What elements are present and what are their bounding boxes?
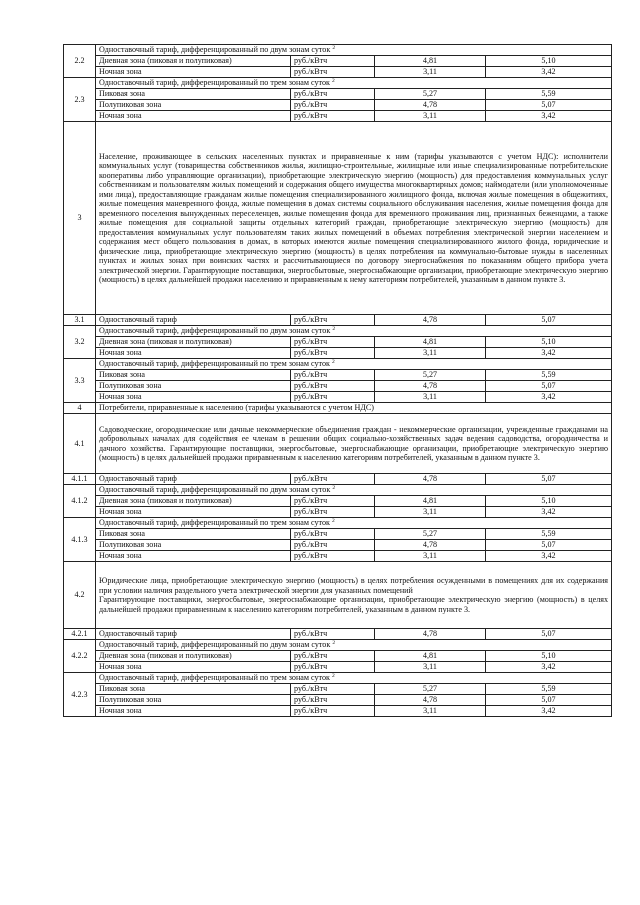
tariff-value-first-half: 5,27 — [375, 684, 486, 695]
unit-cell: руб./кВтч — [291, 100, 375, 111]
tariff-value-first-half: 3,11 — [375, 348, 486, 359]
item-number: 2.2 — [64, 45, 96, 78]
tariff-group-header-row — [64, 359, 612, 370]
tariff-zone-row — [64, 67, 612, 78]
tariff-zone-row — [64, 706, 612, 717]
tariff-single-row — [64, 629, 612, 640]
tariff-group-title — [96, 673, 612, 684]
tariff-value-second-half: 5,07 — [486, 381, 612, 392]
item-number: 4.2.1 — [64, 629, 96, 640]
unit-cell: руб./кВтч — [291, 706, 375, 717]
tariff-value-second-half: 5,59 — [486, 684, 612, 695]
unit-cell: руб./кВтч — [291, 629, 375, 640]
tariff-value-first-half: 3,11 — [375, 551, 486, 562]
tariff-value-first-half: 4,78 — [375, 540, 486, 551]
unit-cell: руб./кВтч — [291, 67, 375, 78]
tariff-value-second-half: 5,10 — [486, 56, 612, 67]
tariff-value-first-half: 3,11 — [375, 392, 486, 403]
tariff-group-header-row — [64, 326, 612, 337]
tariff-group-label: Одноставочный тариф, дифференцированный по трем зонам суток — [99, 78, 330, 88]
consumer-category-description: Садоводческие, огороднические или дачные некоммерческие объединения граждан - некоммерческие организации, учрежденные гражданами на добровольных началах для содействия ее членам в решении общих социально-хозяйственных задач ведения садоводства, огородничества и дачного хозяйства. Гарантирующие поставщики, энергосбытовые, энергоснабжающие организации, приобретающие электрическую энергию (мощность) в целях дальнейшей продажи приравненным к населению категориям потребителей, указанным в данном пункте 3. — [96, 414, 612, 474]
unit-cell: руб./кВтч — [291, 662, 375, 673]
unit-cell: руб./кВтч — [291, 474, 375, 485]
consumer-category-description: Население, проживающее в сельских населенных пунктах и приравненные к ним (тарифы указываются с учетом НДС): исполнители коммунальных услуг (товарищества собственников жилья, жилищно-строительные, жилищные или иные специализированные потребительские кооперативы либо управляющие организации), приобретающие электрическую энергию (мощность) для предоставления коммунальных услуг собственникам и пользователям жилых помещений и содержания общего имущества многоквартирных домов; наймодатели (или уполномоченные ими лица), предоставляющие гражданам жилые помещения специализированного жилищного фонда, включая жилые помещения в общежитиях, жилые помещения маневренного фонда, жилые помещения в домах системы социального обслуживания населения, жилые помещения фонда для временного поселения вынужденных переселенцев, жилые помещения фонда для временного проживания лиц, признанных беженцами, а также жилые помещения для социальной защиты отдельных категорий граждан, приобретающие электрическую энергию (мощность) для предоставления коммунальных услуг пользователям таких жилых помещений в объемах потребления электрической энергии населением и содержания мест общего пользования в домах, в которых имеются жилые помещения специализированного жилого фонда, юридические и физические лица, приобретающие электрическую энергию (мощность) в целях потребления на коммунально-бытовые нужды в населенных пунктах и жилых зонах при воинских частях и рассчитывающиеся по договору энергоснабжения по показаниям общего прибора учета электрической энергии. Гарантирующие поставщики, энергосбытовые, энергоснабжающие организации, приобретающие электрическую энергию (мощность) в целях дальнейшей продажи населению и приравненным к нему категориям потребителей, указанным в данном пункте 3. — [96, 122, 612, 315]
tariff-zone-row — [64, 529, 612, 540]
item-number: 3.2 — [64, 326, 96, 359]
unit-cell: руб./кВтч — [291, 111, 375, 122]
item-number: 3.3 — [64, 359, 96, 403]
footnote-marker: 2 — [332, 326, 336, 333]
tariff-zone-row — [64, 551, 612, 562]
unit-cell: руб./кВтч — [291, 370, 375, 381]
zone-label: Пиковая зона — [96, 89, 291, 100]
tariff-value-first-half: 3,11 — [375, 662, 486, 673]
tariff-group-title — [96, 518, 612, 529]
consumer-category-description: Юридические лица, приобретающие электрическую энергию (мощность) в целях потребления осужденными в помещениях для их содержания при условии наличия раздельного учета электрической энергии для указанных помещений Гарантирующие поставщики, энергосбытовые, энергоснабжающие организации, приобретающие электрическую энергию (мощность) в целях дальнейшей продажи приравненным к населению категориям потребителей, указанным в данном пункте 3. — [96, 562, 612, 629]
tariff-zone-row — [64, 662, 612, 673]
tariff-zone-row — [64, 370, 612, 381]
tariff-value-first-half: 5,27 — [375, 370, 486, 381]
tariff-group-title — [96, 78, 612, 89]
tariff-value-first-half: 4,78 — [375, 629, 486, 640]
tariff-value-second-half: 3,42 — [486, 662, 612, 673]
zone-label: Дневная зона (пиковая и полупиковая) — [96, 651, 291, 662]
zone-label: Ночная зона — [96, 348, 291, 359]
tariff-group-title — [96, 359, 612, 370]
section-number: 3 — [64, 122, 96, 315]
tariff-value-first-half: 5,27 — [375, 89, 486, 100]
tariff-value-second-half: 5,07 — [486, 474, 612, 485]
tariff-value-first-half: 4,81 — [375, 651, 486, 662]
zone-label: Ночная зона — [96, 507, 291, 518]
tariff-zone-row — [64, 381, 612, 392]
tariff-group-header-row — [64, 485, 612, 496]
unit-cell: руб./кВтч — [291, 695, 375, 706]
tariff-zone-row — [64, 337, 612, 348]
zone-label: Полупиковая зона — [96, 100, 291, 111]
tariff-zone-row — [64, 56, 612, 67]
item-number: 4.2.3 — [64, 673, 96, 717]
zone-label: Ночная зона — [96, 706, 291, 717]
item-number: 4.2.2 — [64, 640, 96, 673]
unit-cell: руб./кВтч — [291, 540, 375, 551]
zone-label: Дневная зона (пиковая и полупиковая) — [96, 337, 291, 348]
tariff-value-first-half: 3,11 — [375, 111, 486, 122]
tariff-label: Одноставочный тариф — [96, 629, 291, 640]
tariff-value-second-half: 5,59 — [486, 89, 612, 100]
zone-label: Пиковая зона — [96, 684, 291, 695]
tariff-zone-row — [64, 496, 612, 507]
tariff-zone-row — [64, 695, 612, 706]
unit-cell: руб./кВтч — [291, 507, 375, 518]
zone-label: Ночная зона — [96, 392, 291, 403]
tariff-single-row — [64, 315, 612, 326]
tariff-group-label: Одноставочный тариф, дифференцированный по трем зонам суток — [99, 359, 330, 369]
tariff-group-label: Одноставочный тариф, дифференцированный по двум зонам суток — [99, 326, 331, 336]
tariff-value-second-half: 5,59 — [486, 529, 612, 540]
zone-label: Полупиковая зона — [96, 695, 291, 706]
tariff-value-first-half: 4,78 — [375, 474, 486, 485]
footnote-marker: 2 — [332, 673, 335, 680]
zone-label: Дневная зона (пиковая и полупиковая) — [96, 496, 291, 507]
section-number: 4.2 — [64, 562, 96, 629]
unit-cell: руб./кВтч — [291, 496, 375, 507]
footnote-marker: 2 — [332, 359, 335, 366]
zone-label: Пиковая зона — [96, 529, 291, 540]
consumer-category-description-row — [64, 562, 612, 629]
tariff-value-first-half: 3,11 — [375, 67, 486, 78]
unit-cell: руб./кВтч — [291, 315, 375, 326]
tariff-value-first-half: 5,27 — [375, 529, 486, 540]
tariff-zone-row — [64, 507, 612, 518]
tariff-zone-row — [64, 651, 612, 662]
tariff-value-second-half: 3,42 — [486, 111, 612, 122]
tariff-zone-row — [64, 684, 612, 695]
section-number: 4 — [64, 403, 96, 414]
item-number: 4.1.1 — [64, 474, 96, 485]
zone-label: Ночная зона — [96, 67, 291, 78]
tariff-group-label: Одноставочный тариф, дифференцированный по трем зонам суток — [99, 673, 330, 683]
footnote-marker: 2 — [332, 45, 336, 52]
item-number: 3.1 — [64, 315, 96, 326]
tariff-group-label: Одноставочный тариф, дифференцированный по двум зонам суток — [99, 485, 331, 495]
tariff-group-header-row — [64, 45, 612, 56]
tariff-value-first-half: 4,81 — [375, 337, 486, 348]
unit-cell: руб./кВтч — [291, 337, 375, 348]
tariff-value-second-half: 5,07 — [486, 100, 612, 111]
tariff-zone-row — [64, 111, 612, 122]
tariff-group-header-row — [64, 518, 612, 529]
tariff-group-header-row — [64, 640, 612, 651]
tariff-value-second-half: 3,42 — [486, 348, 612, 359]
tariff-value-second-half: 3,42 — [486, 392, 612, 403]
tariff-value-first-half: 3,11 — [375, 706, 486, 717]
unit-cell: руб./кВтч — [291, 381, 375, 392]
zone-label: Полупиковая зона — [96, 540, 291, 551]
item-number: 4.1.3 — [64, 518, 96, 562]
tariff-group-label: Одноставочный тариф, дифференцированный по двум зонам суток — [99, 45, 331, 55]
unit-cell: руб./кВтч — [291, 651, 375, 662]
item-number: 4.1.2 — [64, 485, 96, 518]
tariff-value-second-half: 5,10 — [486, 496, 612, 507]
tariff-value-second-half: 3,42 — [486, 706, 612, 717]
tariff-zone-row — [64, 100, 612, 111]
tariff-single-row — [64, 474, 612, 485]
tariff-value-second-half: 5,07 — [486, 315, 612, 326]
tariff-value-second-half: 5,07 — [486, 540, 612, 551]
tariff-table — [63, 44, 612, 717]
unit-cell: руб./кВтч — [291, 529, 375, 540]
tariff-group-label: Одноставочный тариф, дифференцированный по двум зонам суток — [99, 640, 331, 650]
unit-cell: руб./кВтч — [291, 684, 375, 695]
unit-cell: руб./кВтч — [291, 551, 375, 562]
zone-label: Ночная зона — [96, 111, 291, 122]
tariff-zone-row — [64, 348, 612, 359]
zone-label: Полупиковая зона — [96, 381, 291, 392]
tariff-value-second-half: 5,07 — [486, 629, 612, 640]
tariff-value-first-half: 4,78 — [375, 315, 486, 326]
footnote-marker: 2 — [332, 640, 336, 647]
footnote-marker: 2 — [332, 518, 335, 525]
unit-cell: руб./кВтч — [291, 89, 375, 100]
tariff-label: Одноставочный тариф — [96, 315, 291, 326]
tariff-value-second-half: 5,10 — [486, 337, 612, 348]
section-title-row — [64, 403, 612, 414]
unit-cell: руб./кВтч — [291, 56, 375, 67]
tariff-value-second-half: 3,42 — [486, 551, 612, 562]
tariff-value-second-half: 3,42 — [486, 67, 612, 78]
zone-label: Пиковая зона — [96, 370, 291, 381]
footnote-marker: 2 — [332, 485, 336, 492]
tariff-group-title — [96, 326, 612, 337]
tariff-value-second-half: 5,07 — [486, 695, 612, 706]
tariff-group-header-row — [64, 673, 612, 684]
tariff-group-label: Одноставочный тариф, дифференцированный по трем зонам суток — [99, 518, 330, 528]
tariff-zone-row — [64, 540, 612, 551]
tariff-value-second-half: 5,10 — [486, 651, 612, 662]
tariff-value-first-half: 4,78 — [375, 381, 486, 392]
footnote-marker: 2 — [332, 78, 335, 85]
tariff-value-second-half: 5,59 — [486, 370, 612, 381]
tariff-value-second-half: 3,42 — [486, 507, 612, 518]
tariff-label: Одноставочный тариф — [96, 474, 291, 485]
tariff-value-first-half: 4,81 — [375, 56, 486, 67]
consumer-category-description-row — [64, 122, 612, 315]
tariff-group-title — [96, 485, 612, 496]
tariff-value-first-half: 4,78 — [375, 695, 486, 706]
tariff-value-first-half: 3,11 — [375, 507, 486, 518]
item-number: 2.3 — [64, 78, 96, 122]
zone-label: Дневная зона (пиковая и полупиковая) — [96, 56, 291, 67]
tariff-zone-row — [64, 89, 612, 100]
section-title: Потребители, приравненные к населению (тарифы указываются с учетом НДС) — [96, 403, 612, 414]
unit-cell: руб./кВтч — [291, 348, 375, 359]
consumer-category-description-row — [64, 414, 612, 474]
zone-label: Ночная зона — [96, 551, 291, 562]
tariff-value-first-half: 4,81 — [375, 496, 486, 507]
tariff-zone-row — [64, 392, 612, 403]
tariff-group-title — [96, 640, 612, 651]
tariff-group-header-row — [64, 78, 612, 89]
tariff-group-title — [96, 45, 612, 56]
tariff-document-page — [63, 44, 611, 717]
tariff-value-first-half: 4,78 — [375, 100, 486, 111]
unit-cell: руб./кВтч — [291, 392, 375, 403]
zone-label: Ночная зона — [96, 662, 291, 673]
section-number: 4.1 — [64, 414, 96, 474]
